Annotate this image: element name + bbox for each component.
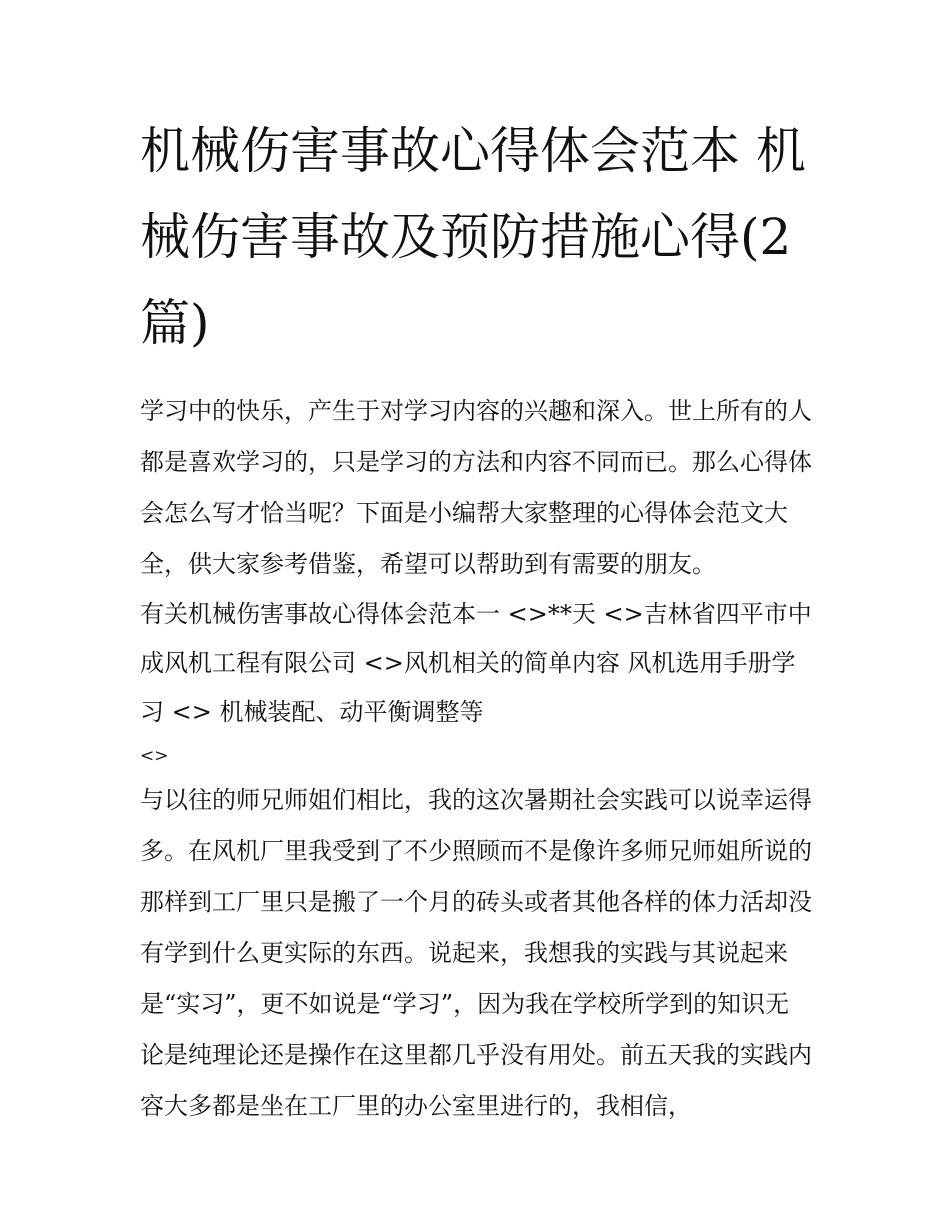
section-paragraph: 有关机械伤害事故心得体会范本一 <>**天 <>吉林省四平市中成风机工程有限公司 <>风机相关的简单内容 风机选用手册学习 <> 机械装配、动平衡调整等	[140, 600, 812, 726]
placeholder-marker: <>	[140, 746, 169, 766]
intro-paragraph: 学习中的快乐，产生于对学习内容的兴趣和深入。世上所有的人都是喜欢学习的，只是学习的方法和内容不同而已。那么心得体会怎么写才恰当呢？下面是小编帮大家整理的心得体会范文大全，供大家参考借鉴，希望可以帮助到有需要的朋友。	[140, 397, 812, 578]
body-paragraph: 与以往的师兄师姐们相比，我的这次暑期社会实践可以说幸运得多。在风机厂里我受到了不少照顾而不是像许多师兄师姐所说的那样到工厂里只是搬了一个月的砖头或者其他各样的体力活却没有学到什么更实际的东西。说起来，我想我的实践与其说起来是“实习”，更不如说是“学习”，因为我在学校所学到的知识无论是纯理论还是操作在这里都几乎没有用处。前五天我的实践内容大多都是坐在工厂里的办公室里进行的，我相信，	[140, 786, 812, 1120]
document-body	[140, 386, 812, 1132]
document-title: 机械伤害事故心得体会范本 机械伤害事故及预防措施心得(2篇)	[140, 122, 806, 352]
